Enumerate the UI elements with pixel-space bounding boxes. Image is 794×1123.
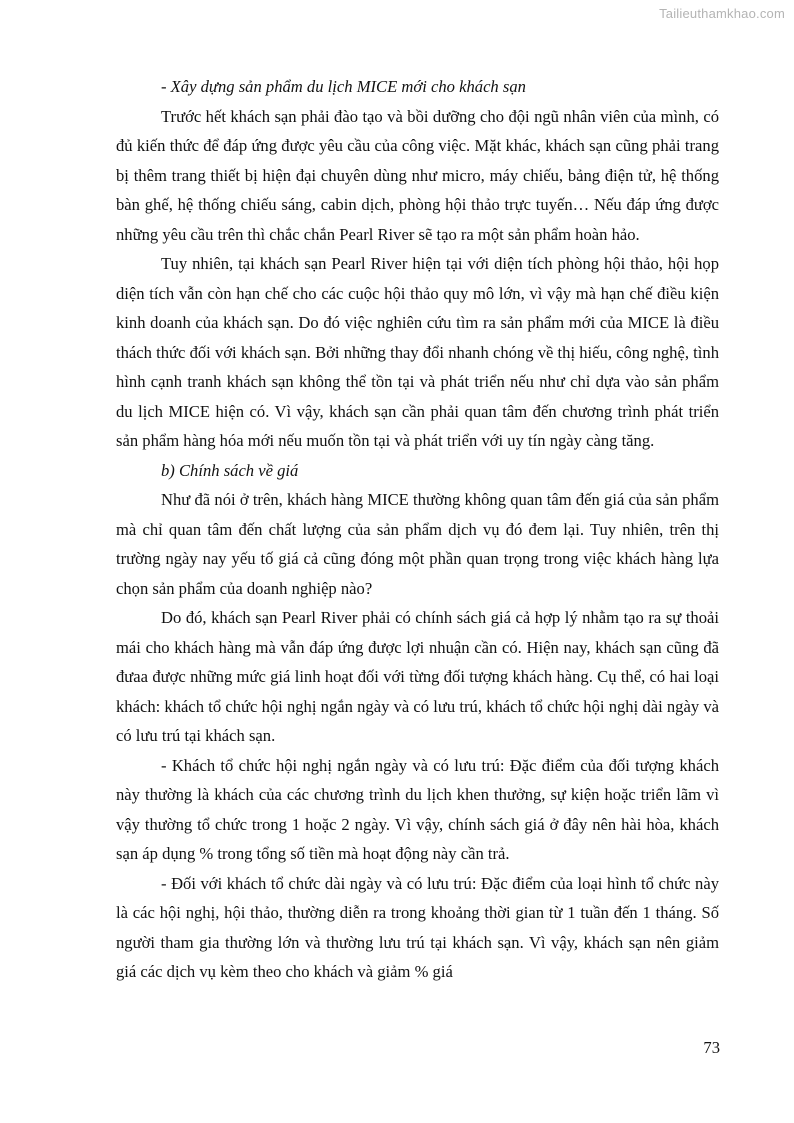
page-number: 73 [703,1038,720,1057]
paragraph: Như đã nói ở trên, khách hàng MICE thường không quan tâm đến giá của sản phẩm mà chỉ quan tâm đến chất lượng của sản phẩm dịch vụ đó đem lại. Tuy nhiên, trên thị trường ngày nay yếu tố giá cả cũng đóng một phần quan trọng trong việc khách hàng lựa chọn sản phẩm của doanh nghiệp nào? [116,490,719,598]
watermark: Tailieuthamkhao.com [659,6,785,21]
paragraph: Trước hết khách sạn phải đào tạo và bồi dưỡng cho đội ngũ nhân viên của mình, có đủ kiến thức để đáp ứng được yêu cầu của công việc. Mặt khác, khách sạn cũng phải trang bị thêm trang thiết bị hiện đại chuyên dùng như micro, máy chiếu, bảng điện tử, hệ thống bàn ghế, hệ thống chiếu sáng, cabin dịch, phòng hội thảo trực tuyến… Nếu đáp ứng được những yêu cầu trên thì chắc chắn Pearl River sẽ tạo ra một sản phẩm hoàn hảo. [116,106,719,244]
bullet-item: - Đối với khách tổ chức dài ngày và có lưu trú: Đặc điểm của loại hình tổ chức này là các hội nghị, hội thảo, thường diễn ra trong khoảng thời gian từ 1 tuần đến 1 tháng. Số người tham gia thường lớn và thường lưu trú tại khách sạn. Vì vậy, khách sạn nên giảm giá các dịch vụ kèm theo cho khách và giảm % giá [116,873,719,981]
bullet-item: - Khách tổ chức hội nghị ngắn ngày và có lưu trú: Đặc điểm của đối tượng khách này thường là khách của các chương trình du lịch khen thưởng, sự kiện hoặc triển lãm vì vậy thường tổ chức trong 1 hoặc 2 ngày. Vì vậy, chính sách giá ở đây nên hài hòa, khách sạn áp dụng % trong tổng số tiền mà hoạt động này cần trả. [116,755,719,863]
paragraph: Do đó, khách sạn Pearl River phải có chính sách giá cả hợp lý nhằm tạo ra sự thoải mái cho khách hàng mà vẫn đáp ứng được lợi nhuận cần có. Hiện nay, khách sạn cũng đã đưaa được những mức giá linh hoạt đối với từng đối tượng khách hàng. Cụ thể, có hai loại khách: khách tổ chức hội nghị ngắn ngày và có lưu trú, khách tổ chức hội nghị dài ngày và có lưu trú tại khách sạn. [116,608,719,745]
section-heading-pricing-policy: b) Chính sách về giá [161,460,299,480]
page-content [116,72,719,987]
section-heading-new-product: - Xây dựng sản phẩm du lịch MICE mới cho khách sạn [161,77,526,96]
paragraph: Tuy nhiên, tại khách sạn Pearl River hiện tại với diện tích phòng hội thảo, hội họp diện tích vẫn còn hạn chế cho các cuộc hội thảo quy mô lớn, vì vậy mà hạn chế điều kiện kinh doanh của khách sạn. Do đó việc nghiên cứu tìm ra sản phẩm mới của MICE là điều thách thức đối với khách sạn. Bởi những thay đổi nhanh chóng về thị hiếu, công nghệ, tình hình cạnh tranh khách sạn không thể tồn tại và phát triển nếu như chỉ dựa vào sản phẩm du lịch MICE hiện có. Vì vậy, khách sạn cần phải quan tâm đến chương trình phát triển sản phẩm hàng hóa mới nếu muốn tồn tại và phát triển với uy tín ngày càng tăng. [116,254,719,450]
